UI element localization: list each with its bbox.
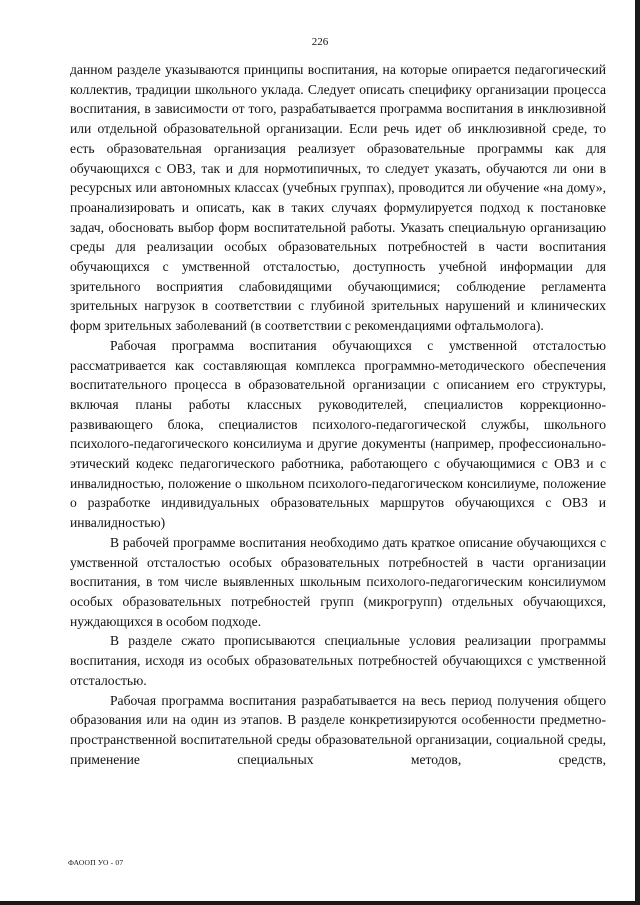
- page-number: 226: [311, 36, 329, 48]
- document-body: [70, 60, 606, 769]
- paragraph-program-period: Рабочая программа воспитания разрабатывается на весь период получения общего образования или на один из этапов. В разделе конкретизируются особенности предметно-пространственной воспитательной среды образовательной организации, социальной среды, применение специальных методов, средств,: [70, 692, 606, 767]
- scan-edge-right: [635, 0, 640, 905]
- paragraph-program-structure: Рабочая программа воспитания обучающихся с умственной отсталостью рассматривается как составляющая комплекса программно-методического обеспечения воспитательного процесса в образовательной организации с описанием его структуры, включая планы работы классных руководителей, специалистов коррекционно-развивающего блока, специалистов психолого-педагогической службы, школьного психолого-педагогического консилиума и другие документы (например, профессионально-этический кодекс педагогического работника, работающего с обучающимися с ОВЗ и с инвалидностью, положение о школьном психолого-педагогическом консилиуме, положение о разработке индивидуальных образовательных маршрутов обучающихся с ОВЗ и инвалидностью): [70, 337, 606, 531]
- paragraph-principles: данном разделе указываются принципы воспитания, на которые опирается педагогический коллектив, традиции школьного уклада. Следует описать специфику организации процесса воспитания, в зависимости от того, разрабатывается программа воспитания в инклюзивной или отдельной образовательной организации. Если речь идет об инклюзивной среде, то есть образовательная организация реализует образовательные программы как для обучающихся с ОВЗ, так и для нормотипичных, то следует указать, обучаются ли они в ресурсных или автономных классах (учебных группах), проводится ли обучение «на дому», проанализировать и описать, как в таких случаях формулируется подход к постановке задач, обосновать выбор форм воспитательной работы. Указать специальную организацию среды для реализации особых образовательных потребностей в части воспитания обучающихся с умственной отсталостью, доступность учебной информации для зрительного восприятия слабовидящими обучающимися; соблюдение регламента зрительных нагрузок в соответствии с глубиной зрительных нарушений и клинических форм зрительных заболеваний (в соответствии с рекомендациями офтальмолога).: [70, 62, 606, 334]
- scan-edge-bottom: [0, 901, 640, 905]
- paragraph-special-needs: В рабочей программе воспитания необходимо дать краткое описание обучающихся с умственной отсталостью особых образовательных потребностей в части организации воспитания, в том числе выявленных школьным психолого-педагогическим консилиумом особых образовательных потребностей групп (микрогрупп) отдельных обучающихся, нуждающихся в особом подходе.: [70, 534, 606, 629]
- document-footer-code: ФАООП УО - 07: [68, 858, 124, 867]
- paragraph-special-conditions: В разделе сжато прописываются специальные условия реализации программы воспитания, исходя из особых образовательных потребностей обучающихся с умственной отсталостью.: [70, 633, 606, 688]
